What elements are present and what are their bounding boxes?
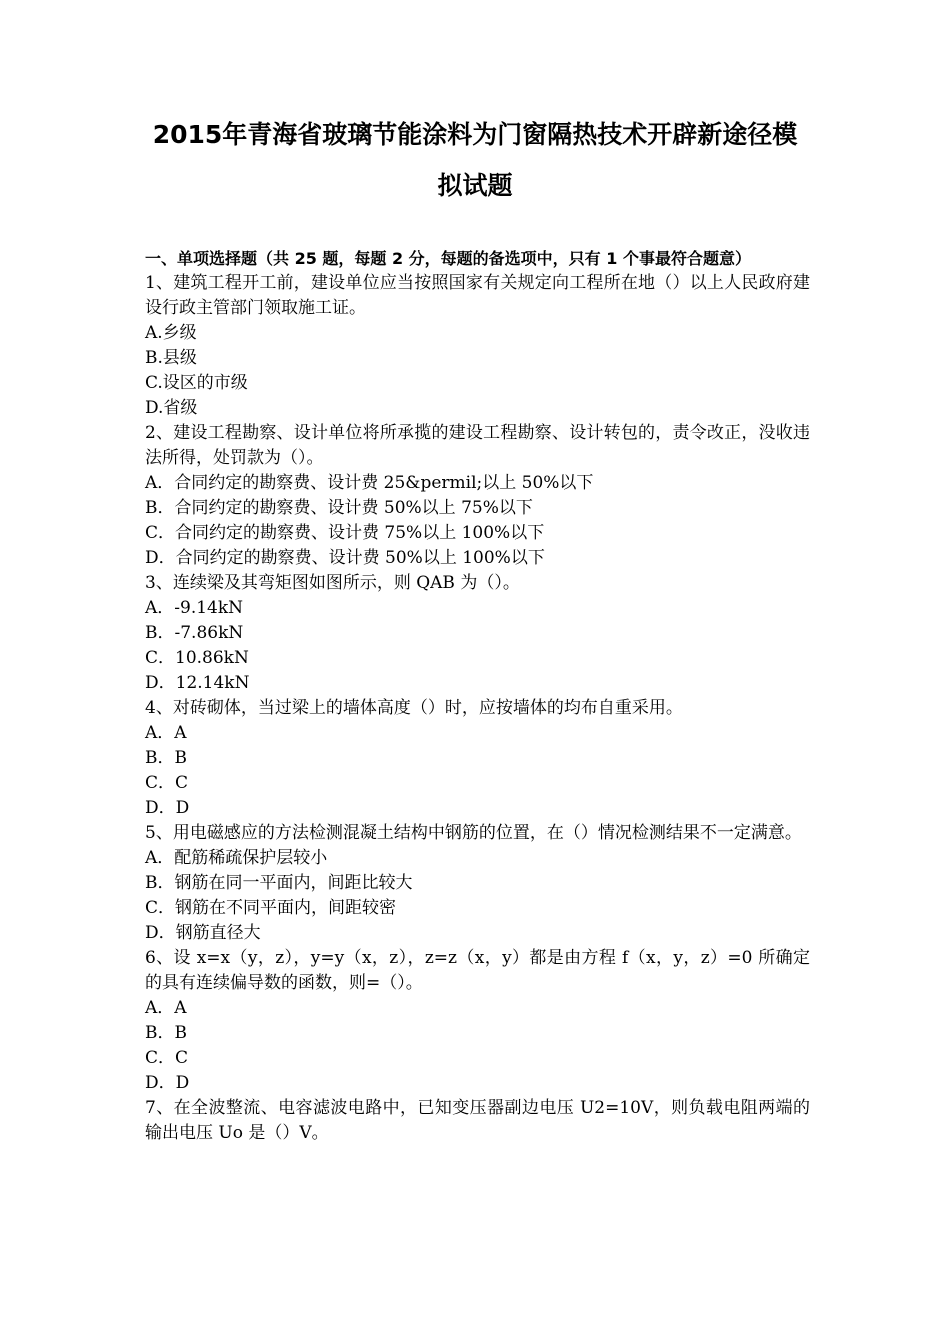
- question-2: [145, 421, 810, 571]
- option-c: C．钢筋在不同平面内，间距较密: [145, 898, 397, 918]
- document-title-line-2: 拟试题: [437, 171, 513, 200]
- question-stem: 4、对砖砌体，当过梁上的墙体高度（）时，应按墙体的均布自重采用。: [145, 698, 683, 718]
- question-1: [145, 271, 810, 421]
- option-c: C．C: [145, 1048, 189, 1068]
- section-heading: 一、单项选择题（共 25 题，每题 2 分，每题的备选项中，只有 1 个事最符合题意）: [145, 249, 751, 268]
- option-d: D．D: [145, 1073, 190, 1093]
- option-a: A.乡级: [145, 323, 197, 343]
- question-stem: 1、建筑工程开工前，建设单位应当按照国家有关规定向工程所在地（）以上人民政府建设行政主管部门领取施工证。: [145, 273, 810, 318]
- question-stem: 7、在全波整流、电容滤波电路中，已知变压器副边电压 U2=10V，则负载电阻两端的输出电压 Uo 是（）V。: [145, 1098, 810, 1143]
- option-d: D．D: [145, 798, 190, 818]
- option-a: A．-9.14kN: [145, 598, 244, 618]
- option-b: B．合同约定的勘察费、设计费 50%以上 75%以下: [145, 498, 533, 518]
- question-7: [145, 1096, 810, 1146]
- option-b: B．B: [145, 1023, 187, 1043]
- option-c: C．合同约定的勘察费、设计费 75%以上 100%以下: [145, 523, 545, 543]
- option-a: A．A: [145, 723, 187, 743]
- question-stem: 6、设 x=x（y，z），y=y（x，z），z=z（x，y）都是由方程 f（x，y，z）=0 所确定的具有连续偏导数的函数，则=（）。: [145, 948, 810, 993]
- question-5: [145, 821, 810, 946]
- option-c: C.设区的市级: [145, 373, 248, 393]
- option-b: B．-7.86kN: [145, 623, 244, 643]
- option-a: A．配筋稀疏保护层较小: [145, 848, 328, 868]
- option-a: A．A: [145, 998, 187, 1018]
- question-3: [145, 571, 810, 696]
- option-b: B．B: [145, 748, 187, 768]
- option-c: C．C: [145, 773, 189, 793]
- document-body: [145, 246, 810, 1146]
- option-d: D.省级: [145, 398, 198, 418]
- question-stem: 5、用电磁感应的方法检测混凝土结构中钢筋的位置，在（）情况检测结果不一定满意。: [145, 823, 802, 843]
- option-b: B．钢筋在同一平面内，间距比较大: [145, 873, 413, 893]
- document-title-line-1: 2015年青海省玻璃节能涂料为门窗隔热技术开辟新途径模: [152, 120, 798, 149]
- question-stem: 2、建设工程勘察、设计单位将所承揽的建设工程勘察、设计转包的，责令改正，没收违法所得，处罚款为（）。: [145, 423, 810, 468]
- option-d: D．合同约定的勘察费、设计费 50%以上 100%以下: [145, 548, 545, 568]
- option-c: C．10.86kN: [145, 648, 249, 668]
- option-a: A．合同约定的勘察费、设计费 25&permil;以上 50%以下: [145, 473, 594, 493]
- option-d: D．钢筋直径大: [145, 923, 261, 943]
- question-stem: 3、连续梁及其弯矩图如图所示，则 QAB 为（）。: [145, 573, 520, 593]
- option-b: B.县级: [145, 348, 197, 368]
- question-6: [145, 946, 810, 1096]
- option-d: D．12.14kN: [145, 673, 250, 693]
- question-4: [145, 696, 810, 821]
